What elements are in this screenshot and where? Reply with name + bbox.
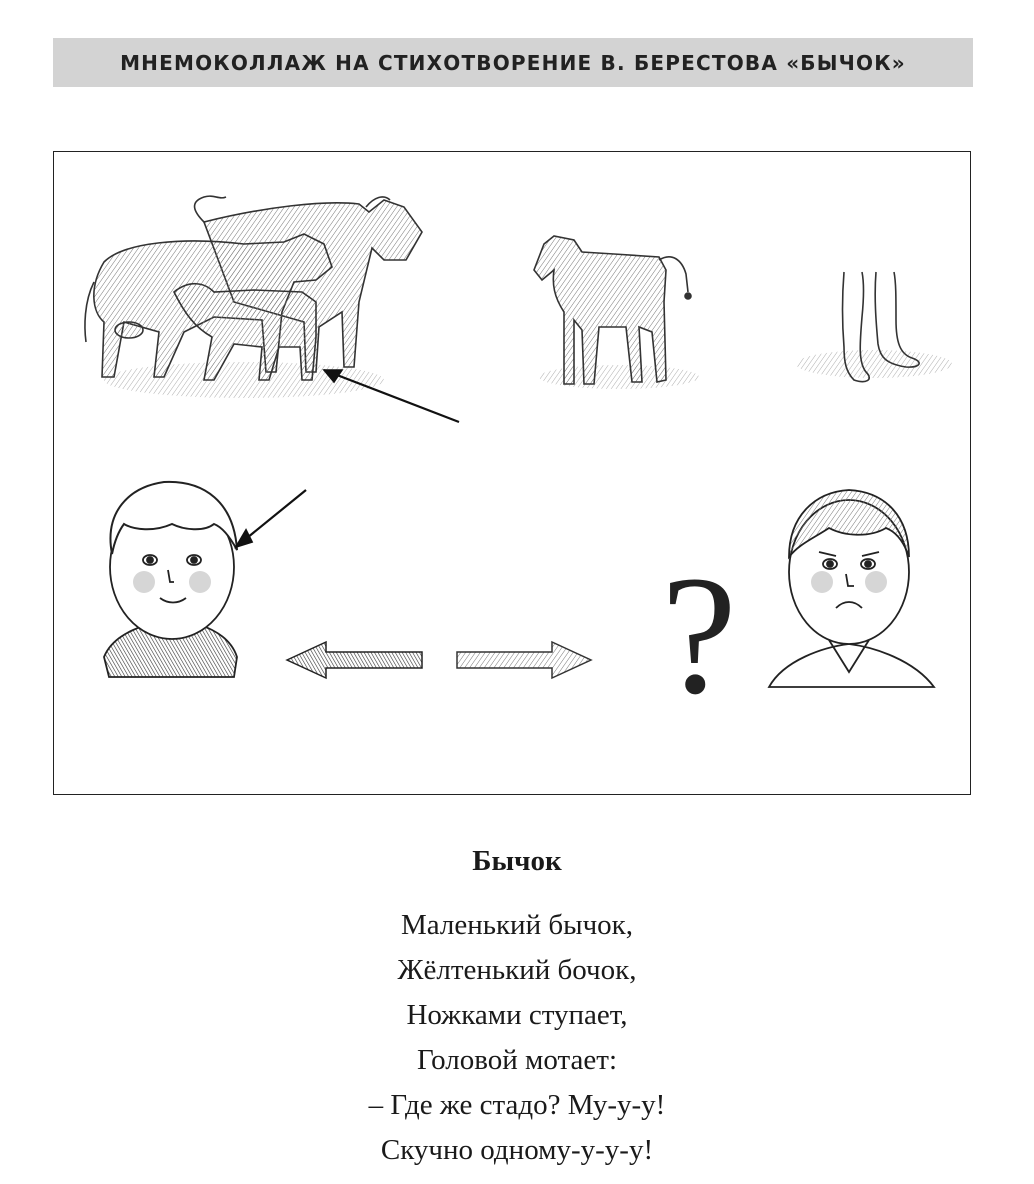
poem-line: Скучно одному-у-у-у! xyxy=(380,1134,654,1166)
poem-line: Маленький бычок, xyxy=(400,909,634,941)
right-arrow-icon xyxy=(457,642,591,678)
boy-head-icon xyxy=(104,482,306,677)
left-arrow-icon xyxy=(287,642,422,678)
poem-body xyxy=(0,903,1034,1173)
calf xyxy=(534,236,699,389)
poem-line: Головой мотает: xyxy=(416,1044,618,1076)
poem-line: – Где же стадо? Му-у-у! xyxy=(368,1089,666,1121)
mnemo-collage xyxy=(53,151,971,795)
herd-of-cows xyxy=(85,196,459,422)
page-title: МНЕМОКОЛЛАЖ НА СТИХОТВОРЕНИЕ В. БЕРЕСТОВА «БЫЧОК» xyxy=(120,50,906,75)
sad-boy-icon xyxy=(769,490,934,687)
legs xyxy=(796,272,952,382)
poem-line: Ножками ступает, xyxy=(406,999,628,1031)
poem-title: Бычок xyxy=(472,845,562,877)
question-mark-icon: ? xyxy=(661,541,737,729)
header-bar xyxy=(53,38,973,87)
collage-drawing xyxy=(54,152,972,796)
poem-line: Жёлтенький бочок, xyxy=(397,954,637,986)
